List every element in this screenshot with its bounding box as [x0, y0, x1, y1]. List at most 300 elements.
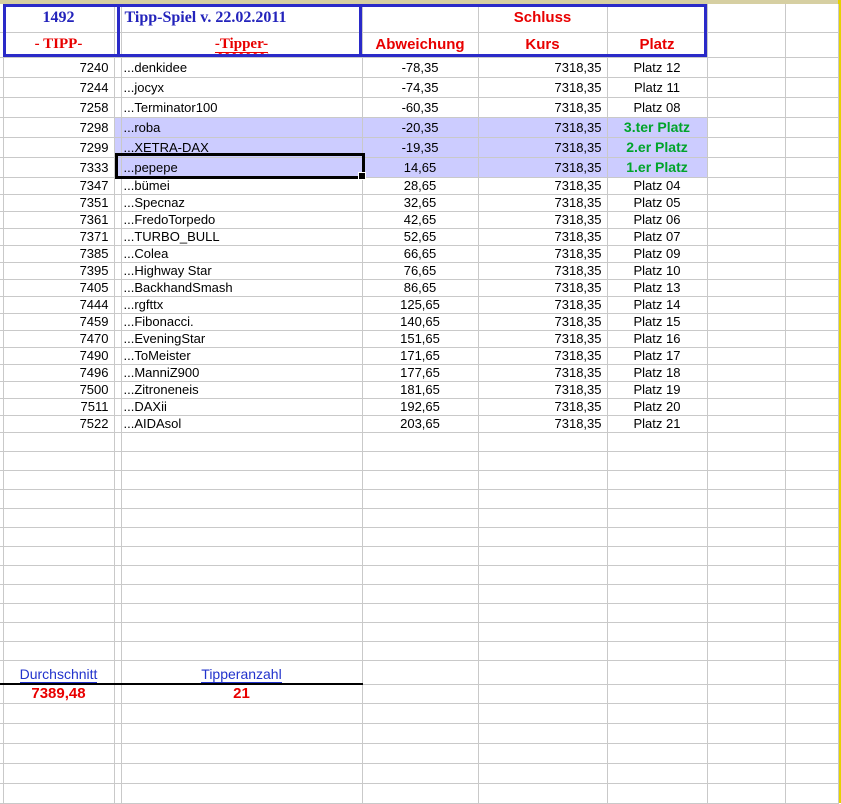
empty-cell[interactable] [707, 157, 785, 177]
empty-cell[interactable] [707, 470, 785, 489]
spacer-cell[interactable] [114, 211, 121, 228]
empty-cell[interactable] [707, 211, 785, 228]
empty-cell[interactable] [607, 684, 707, 703]
abweichung-cell[interactable]: 42,65 [362, 211, 478, 228]
empty-cell[interactable] [362, 432, 478, 451]
empty-cell[interactable] [362, 703, 478, 723]
spacer-cell[interactable] [114, 415, 121, 432]
abweichung-cell[interactable]: 28,65 [362, 177, 478, 194]
empty-cell[interactable] [121, 527, 362, 546]
empty-cell[interactable] [785, 565, 838, 584]
platz-cell[interactable]: Platz 21 [607, 415, 707, 432]
empty-cell[interactable] [3, 546, 114, 565]
empty-cell[interactable] [785, 451, 838, 470]
durchschnitt-value-cell[interactable]: 7389,48 [3, 684, 114, 703]
empty-cell[interactable] [362, 451, 478, 470]
empty-cell[interactable] [785, 117, 838, 137]
empty-cell[interactable] [785, 432, 838, 451]
abweichung-cell[interactable]: -78,35 [362, 57, 478, 77]
empty-cell[interactable] [114, 546, 121, 565]
empty-cell[interactable] [478, 703, 607, 723]
empty-cell[interactable] [707, 117, 785, 137]
spacer-cell[interactable] [114, 57, 121, 77]
empty-cell[interactable] [607, 703, 707, 723]
durchschnitt-label-cell[interactable] [3, 660, 114, 684]
empty-cell[interactable] [707, 603, 785, 622]
kurs-cell[interactable]: 7318,35 [478, 77, 607, 97]
tipp-cell[interactable]: 7444 [3, 296, 114, 313]
tipp-cell[interactable]: 7240 [3, 57, 114, 77]
tipper-cell[interactable]: ...roba [121, 117, 362, 137]
empty-cell[interactable] [362, 603, 478, 622]
tipp-cell[interactable]: 7298 [3, 117, 114, 137]
tipp-cell[interactable]: 7490 [3, 347, 114, 364]
empty-cell[interactable] [785, 470, 838, 489]
empty-cell[interactable] [707, 77, 785, 97]
empty-cell[interactable] [707, 228, 785, 245]
tipper-cell[interactable]: ...Fibonacci. [121, 313, 362, 330]
empty-cell[interactable] [114, 565, 121, 584]
platz-cell[interactable]: Platz 09 [607, 245, 707, 262]
empty-cell[interactable] [785, 347, 838, 364]
spacer-cell[interactable] [114, 364, 121, 381]
empty-cell[interactable] [785, 137, 838, 157]
empty-cell[interactable] [707, 546, 785, 565]
abweichung-cell[interactable]: -60,35 [362, 97, 478, 117]
spacer-cell[interactable] [114, 117, 121, 137]
empty-cell[interactable] [478, 622, 607, 641]
empty-cell[interactable] [785, 245, 838, 262]
tipp-cell[interactable]: 7385 [3, 245, 114, 262]
empty-cell[interactable] [707, 622, 785, 641]
spacer-cell[interactable] [114, 279, 121, 296]
empty-cell[interactable] [362, 684, 478, 703]
tipp-cell[interactable]: 7405 [3, 279, 114, 296]
platz-cell[interactable]: Platz 12 [607, 57, 707, 77]
empty-cell[interactable] [121, 470, 362, 489]
abweichung-cell[interactable]: 140,65 [362, 313, 478, 330]
empty-cell[interactable] [785, 783, 838, 803]
empty-cell[interactable] [607, 783, 707, 803]
empty-cell[interactable] [785, 743, 838, 763]
empty-cell[interactable] [121, 743, 362, 763]
empty-cell[interactable] [785, 157, 838, 177]
platz-cell[interactable]: Platz 15 [607, 313, 707, 330]
kurs-cell[interactable]: 7318,35 [478, 262, 607, 279]
empty-cell[interactable] [362, 584, 478, 603]
spacer-cell[interactable] [114, 228, 121, 245]
empty-cell[interactable] [3, 584, 114, 603]
empty-cell[interactable] [607, 546, 707, 565]
empty-cell[interactable] [707, 262, 785, 279]
tipper-cell[interactable]: ...pepepe [121, 157, 362, 177]
tipp-cell[interactable]: 7299 [3, 137, 114, 157]
empty-cell[interactable] [607, 660, 707, 684]
empty-cell[interactable] [478, 743, 607, 763]
empty-cell[interactable] [607, 451, 707, 470]
empty-cell[interactable] [707, 684, 785, 703]
platz-cell[interactable]: Platz 05 [607, 194, 707, 211]
empty-cell[interactable] [3, 527, 114, 546]
kurs-cell[interactable]: 7318,35 [478, 415, 607, 432]
platz-cell[interactable]: Platz 16 [607, 330, 707, 347]
kurs-cell[interactable]: 7318,35 [478, 279, 607, 296]
kurs-cell[interactable]: 7318,35 [478, 194, 607, 211]
empty-cell[interactable] [785, 77, 838, 97]
empty-cell[interactable] [478, 451, 607, 470]
empty-cell[interactable] [362, 527, 478, 546]
abweichung-cell[interactable]: 203,65 [362, 415, 478, 432]
empty-cell[interactable] [478, 763, 607, 783]
empty-cell[interactable] [362, 763, 478, 783]
kurs-cell[interactable]: 7318,35 [478, 245, 607, 262]
empty-cell[interactable] [121, 622, 362, 641]
kurs-cell[interactable]: 7318,35 [478, 347, 607, 364]
empty-cell[interactable] [3, 743, 114, 763]
empty-cell[interactable] [362, 489, 478, 508]
empty-cell[interactable] [114, 763, 121, 783]
tipper-cell[interactable]: ...DAXii [121, 398, 362, 415]
empty-cell[interactable] [114, 743, 121, 763]
empty-cell[interactable] [607, 763, 707, 783]
platz-cell[interactable]: Platz 14 [607, 296, 707, 313]
empty-cell[interactable] [707, 364, 785, 381]
empty-cell[interactable] [785, 723, 838, 743]
tipper-cell[interactable]: ...BackhandSmash [121, 279, 362, 296]
empty-cell[interactable] [362, 622, 478, 641]
empty-cell[interactable] [785, 703, 838, 723]
kurs-cell[interactable]: 7318,35 [478, 330, 607, 347]
kurs-cell[interactable]: 7318,35 [478, 381, 607, 398]
abweichung-cell[interactable]: 32,65 [362, 194, 478, 211]
platz-cell[interactable]: Platz 10 [607, 262, 707, 279]
platz-cell[interactable]: 3.ter Platz [607, 117, 707, 137]
empty-cell[interactable] [114, 684, 121, 703]
empty-cell[interactable] [478, 470, 607, 489]
spacer-cell[interactable] [114, 262, 121, 279]
empty-cell[interactable] [707, 432, 785, 451]
empty-cell[interactable] [478, 508, 607, 527]
empty-cell[interactable] [707, 381, 785, 398]
platz-cell[interactable]: Platz 20 [607, 398, 707, 415]
tipp-cell[interactable]: 7351 [3, 194, 114, 211]
empty-cell[interactable] [478, 723, 607, 743]
empty-cell[interactable] [3, 703, 114, 723]
empty-cell[interactable] [3, 432, 114, 451]
tipperanzahl-label-cell[interactable] [121, 660, 362, 684]
tipper-cell[interactable]: ...Specnaz [121, 194, 362, 211]
empty-cell[interactable] [785, 527, 838, 546]
tipp-cell[interactable]: 7244 [3, 77, 114, 97]
empty-cell[interactable] [607, 723, 707, 743]
platz-header-cell[interactable]: Platz [607, 32, 707, 57]
empty-cell[interactable] [3, 622, 114, 641]
tipp-cell[interactable]: 7333 [3, 157, 114, 177]
empty-cell[interactable] [114, 703, 121, 723]
empty-cell[interactable] [121, 451, 362, 470]
spacer-cell[interactable] [114, 313, 121, 330]
empty-cell[interactable] [121, 565, 362, 584]
sheet-title-cell[interactable]: Tipp-Spiel v. 22.02.2011 [121, 4, 362, 32]
tipper-cell[interactable]: ...bümei [121, 177, 362, 194]
kurs-cell[interactable]: 7318,35 [478, 313, 607, 330]
empty-cell[interactable] [707, 451, 785, 470]
empty-cell[interactable] [114, 641, 121, 660]
spacer-cell[interactable] [114, 137, 121, 157]
empty-cell[interactable] [3, 723, 114, 743]
empty-cell[interactable] [121, 723, 362, 743]
empty-cell[interactable] [3, 451, 114, 470]
empty-cell[interactable] [478, 489, 607, 508]
empty-cell[interactable] [785, 177, 838, 194]
tipper-cell[interactable]: ...Colea [121, 245, 362, 262]
empty-cell[interactable] [478, 584, 607, 603]
empty-cell[interactable] [607, 508, 707, 527]
abweichung-cell[interactable]: 151,65 [362, 330, 478, 347]
empty-cell[interactable] [707, 527, 785, 546]
tipp-cell[interactable]: 7496 [3, 364, 114, 381]
empty-cell[interactable] [3, 565, 114, 584]
empty-cell[interactable] [785, 194, 838, 211]
empty-cell[interactable] [707, 723, 785, 743]
platz-cell[interactable]: Platz 08 [607, 97, 707, 117]
abweichung-cell[interactable]: 125,65 [362, 296, 478, 313]
kurs-cell[interactable]: 7318,35 [478, 157, 607, 177]
empty-cell[interactable] [707, 194, 785, 211]
tipper-cell[interactable]: ...rgfttx [121, 296, 362, 313]
empty-cell[interactable] [121, 584, 362, 603]
tipper-cell[interactable]: ...EveningStar [121, 330, 362, 347]
empty-cell[interactable] [114, 527, 121, 546]
empty-cell[interactable] [707, 641, 785, 660]
empty-cell[interactable] [121, 763, 362, 783]
tipp-header-cell[interactable]: - TIPP- [3, 32, 114, 57]
kurs-cell[interactable]: 7318,35 [478, 57, 607, 77]
empty-cell[interactable] [707, 584, 785, 603]
tipp-cell[interactable]: 7459 [3, 313, 114, 330]
empty-cell[interactable] [785, 622, 838, 641]
spacer-cell[interactable] [114, 177, 121, 194]
abweichung-cell[interactable]: 76,65 [362, 262, 478, 279]
empty-cell[interactable] [362, 470, 478, 489]
tipper-cell[interactable]: ...AIDAsol [121, 415, 362, 432]
empty-cell[interactable] [785, 381, 838, 398]
kurs-cell[interactable]: 7318,35 [478, 364, 607, 381]
empty-cell[interactable] [3, 641, 114, 660]
empty-cell[interactable] [362, 641, 478, 660]
spacer-cell[interactable] [114, 97, 121, 117]
schluss-header-cell[interactable]: Schluss [478, 4, 607, 32]
tipper-cell[interactable]: ...ManniZ900 [121, 364, 362, 381]
kurs-cell[interactable]: 7318,35 [478, 97, 607, 117]
empty-cell[interactable] [785, 641, 838, 660]
tipper-cell[interactable]: ...jocyx [121, 77, 362, 97]
empty-cell[interactable] [114, 584, 121, 603]
abweichung-cell[interactable]: 171,65 [362, 347, 478, 364]
tipper-header-cell[interactable] [121, 32, 362, 57]
tipper-cell[interactable]: ...denkidee [121, 57, 362, 77]
abweichung-cell[interactable]: 177,65 [362, 364, 478, 381]
empty-cell[interactable] [707, 703, 785, 723]
kurs-cell[interactable]: 7318,35 [478, 137, 607, 157]
empty-cell[interactable] [607, 4, 707, 32]
empty-cell[interactable] [121, 603, 362, 622]
empty-cell[interactable] [785, 584, 838, 603]
empty-cell[interactable] [3, 508, 114, 527]
empty-cell[interactable] [707, 763, 785, 783]
empty-cell[interactable] [478, 565, 607, 584]
tipp-cell[interactable]: 7258 [3, 97, 114, 117]
empty-cell[interactable] [362, 660, 478, 684]
platz-cell[interactable]: Platz 18 [607, 364, 707, 381]
empty-cell[interactable] [478, 603, 607, 622]
spacer-cell[interactable] [114, 245, 121, 262]
empty-cell[interactable] [785, 415, 838, 432]
game-number-cell[interactable]: 1492 [3, 4, 114, 32]
empty-cell[interactable] [362, 4, 478, 32]
spacer-cell[interactable] [114, 330, 121, 347]
empty-cell[interactable] [707, 347, 785, 364]
empty-cell[interactable] [121, 546, 362, 565]
empty-cell[interactable] [478, 527, 607, 546]
empty-cell[interactable] [707, 489, 785, 508]
empty-cell[interactable] [607, 470, 707, 489]
tipper-cell[interactable]: ...FredoTorpedo [121, 211, 362, 228]
platz-cell[interactable]: Platz 06 [607, 211, 707, 228]
tipp-cell[interactable]: 7395 [3, 262, 114, 279]
tipp-cell[interactable]: 7500 [3, 381, 114, 398]
empty-cell[interactable] [785, 296, 838, 313]
tipp-cell[interactable]: 7347 [3, 177, 114, 194]
abweichung-cell[interactable]: 86,65 [362, 279, 478, 296]
empty-cell[interactable] [121, 703, 362, 723]
empty-cell[interactable] [607, 432, 707, 451]
tipper-cell[interactable]: ...Highway Star [121, 262, 362, 279]
tipp-cell[interactable]: 7522 [3, 415, 114, 432]
empty-cell[interactable] [478, 432, 607, 451]
tipper-cell[interactable]: ...Zitroneneis [121, 381, 362, 398]
empty-cell[interactable] [785, 228, 838, 245]
empty-cell[interactable] [121, 783, 362, 803]
empty-cell[interactable] [3, 603, 114, 622]
empty-cell[interactable] [785, 4, 838, 32]
kurs-cell[interactable]: 7318,35 [478, 296, 607, 313]
spacer-cell[interactable] [114, 347, 121, 364]
platz-cell[interactable]: 2.er Platz [607, 137, 707, 157]
empty-cell[interactable] [607, 565, 707, 584]
empty-cell[interactable] [114, 4, 121, 32]
empty-cell[interactable] [707, 398, 785, 415]
abweichung-cell[interactable]: -20,35 [362, 117, 478, 137]
empty-cell[interactable] [478, 783, 607, 803]
empty-cell[interactable] [362, 508, 478, 527]
empty-cell[interactable] [362, 565, 478, 584]
empty-cell[interactable] [114, 723, 121, 743]
empty-cell[interactable] [707, 783, 785, 803]
empty-cell[interactable] [707, 313, 785, 330]
kurs-cell[interactable]: 7318,35 [478, 177, 607, 194]
platz-cell[interactable]: Platz 11 [607, 77, 707, 97]
empty-cell[interactable] [607, 743, 707, 763]
empty-cell[interactable] [3, 783, 114, 803]
empty-cell[interactable] [707, 279, 785, 296]
spacer-cell[interactable] [114, 398, 121, 415]
abweichung-cell[interactable]: 52,65 [362, 228, 478, 245]
empty-cell[interactable] [114, 603, 121, 622]
empty-cell[interactable] [707, 296, 785, 313]
empty-cell[interactable] [785, 313, 838, 330]
tipper-cell[interactable]: ...XETRA-DAX [121, 137, 362, 157]
abweichung-cell[interactable]: 66,65 [362, 245, 478, 262]
empty-cell[interactable] [785, 262, 838, 279]
empty-cell[interactable] [785, 364, 838, 381]
empty-cell[interactable] [707, 4, 785, 32]
platz-cell[interactable]: Platz 19 [607, 381, 707, 398]
abweichung-cell[interactable]: 181,65 [362, 381, 478, 398]
tipper-cell[interactable]: ...TURBO_BULL [121, 228, 362, 245]
tipp-cell[interactable]: 7470 [3, 330, 114, 347]
empty-cell[interactable] [114, 32, 121, 57]
platz-cell[interactable]: 1.er Platz [607, 157, 707, 177]
empty-cell[interactable] [707, 137, 785, 157]
tipperanzahl-value-cell[interactable]: 21 [121, 684, 362, 703]
empty-cell[interactable] [707, 743, 785, 763]
spacer-cell[interactable] [114, 157, 121, 177]
platz-cell[interactable]: Platz 13 [607, 279, 707, 296]
empty-cell[interactable] [785, 603, 838, 622]
empty-cell[interactable] [121, 641, 362, 660]
empty-cell[interactable] [785, 97, 838, 117]
platz-cell[interactable]: Platz 07 [607, 228, 707, 245]
empty-cell[interactable] [607, 489, 707, 508]
kurs-cell[interactable]: 7318,35 [478, 117, 607, 137]
spacer-cell[interactable] [114, 194, 121, 211]
empty-cell[interactable] [121, 508, 362, 527]
empty-cell[interactable] [478, 641, 607, 660]
empty-cell[interactable] [362, 546, 478, 565]
empty-cell[interactable] [362, 723, 478, 743]
abweichung-cell[interactable]: 192,65 [362, 398, 478, 415]
empty-cell[interactable] [607, 622, 707, 641]
platz-cell[interactable]: Platz 17 [607, 347, 707, 364]
empty-cell[interactable] [114, 622, 121, 641]
empty-cell[interactable] [607, 603, 707, 622]
abweichung-cell[interactable]: -19,35 [362, 137, 478, 157]
empty-cell[interactable] [121, 432, 362, 451]
empty-cell[interactable] [478, 546, 607, 565]
empty-cell[interactable] [478, 660, 607, 684]
empty-cell[interactable] [707, 565, 785, 584]
tipp-cell[interactable]: 7511 [3, 398, 114, 415]
platz-cell[interactable]: Platz 04 [607, 177, 707, 194]
empty-cell[interactable] [785, 32, 838, 57]
spacer-cell[interactable] [114, 296, 121, 313]
empty-cell[interactable] [785, 660, 838, 684]
empty-cell[interactable] [478, 684, 607, 703]
empty-cell[interactable] [785, 330, 838, 347]
spacer-cell[interactable] [114, 381, 121, 398]
empty-cell[interactable] [707, 660, 785, 684]
empty-cell[interactable] [707, 330, 785, 347]
empty-cell[interactable] [707, 508, 785, 527]
empty-cell[interactable] [707, 245, 785, 262]
empty-cell[interactable] [785, 489, 838, 508]
empty-cell[interactable] [785, 763, 838, 783]
empty-cell[interactable] [707, 415, 785, 432]
abweichung-header-cell[interactable]: Abweichung [362, 32, 478, 57]
tipper-cell[interactable]: ...ToMeister [121, 347, 362, 364]
empty-cell[interactable] [785, 57, 838, 77]
